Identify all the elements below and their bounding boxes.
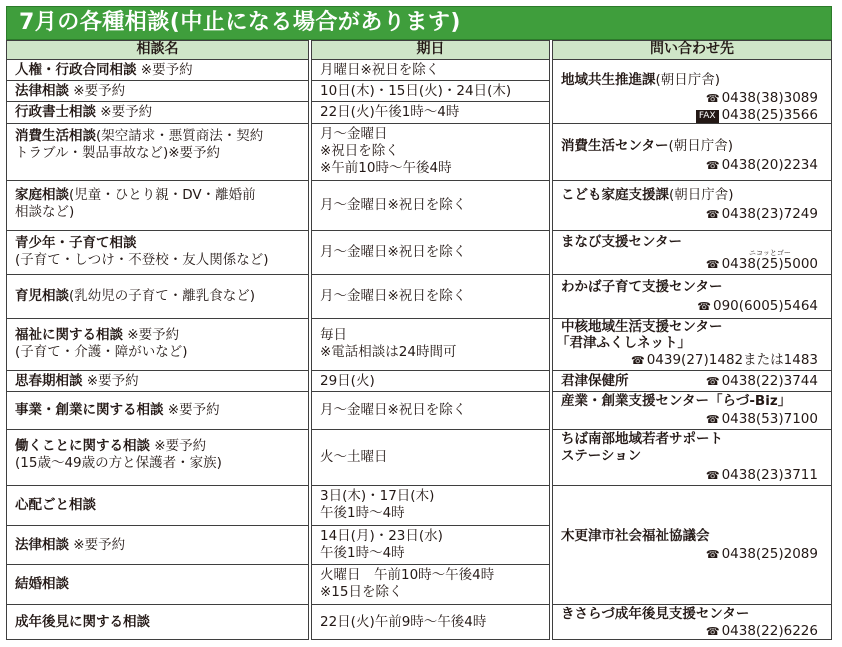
row-name-main: 心配ごと相談 bbox=[15, 497, 96, 513]
contact-org-name: わかば子育て支援センター bbox=[561, 279, 723, 295]
phone-number: 0438(22)3744 bbox=[721, 373, 818, 389]
phone-icon: ☎ bbox=[705, 375, 720, 388]
table-cell-date bbox=[311, 429, 550, 486]
row-name-line: トラブル・製品事故など)※要予約 bbox=[15, 145, 221, 161]
row-name-note: ※要予約 bbox=[96, 104, 153, 120]
row-name-main: 家庭相談 bbox=[15, 187, 69, 203]
phone-number: 090(6005)5464 bbox=[712, 298, 818, 314]
date-line: 14日(月)・23日(水) bbox=[320, 528, 443, 544]
table-cell-date bbox=[311, 525, 550, 565]
contact-cell bbox=[552, 604, 832, 640]
row-name-note: (架空請求・悪質商法・契約 bbox=[96, 128, 264, 144]
phone-icon: ☎ bbox=[705, 625, 720, 638]
phone-icon: ☎ bbox=[631, 354, 645, 367]
contact-org-name: 君津保健所 bbox=[561, 373, 629, 389]
date-line: 火曜日 午前10時～午後4時 bbox=[320, 567, 495, 583]
table-row bbox=[6, 564, 309, 605]
row-name bbox=[15, 187, 256, 204]
table-cell-date bbox=[311, 230, 550, 275]
table-row bbox=[6, 180, 309, 231]
phone-icon: ☎ bbox=[697, 300, 711, 313]
row-name bbox=[15, 402, 220, 419]
contact-location: (朝日庁舎) bbox=[668, 138, 734, 154]
row-name-note: ※要予約 bbox=[163, 402, 220, 418]
row-name-note: ※要予約 bbox=[69, 83, 126, 99]
date-line: 火～土曜日 bbox=[320, 449, 388, 465]
row-name-main: 人権・行政合同相談 bbox=[15, 62, 137, 78]
fax-number: 0438(25)3566 bbox=[721, 107, 818, 123]
date-line: 22日(火)午後1時～4時 bbox=[320, 104, 460, 120]
table-row bbox=[6, 429, 309, 486]
table-cell-date bbox=[311, 101, 550, 124]
phone-number: 0438(53)7100 bbox=[721, 411, 818, 427]
row-name-note: (児童・ひとり親・DV・離婚前 bbox=[69, 187, 256, 203]
table-row bbox=[6, 525, 309, 565]
title-bar bbox=[6, 6, 832, 40]
contact-phone bbox=[553, 373, 818, 390]
table-cell-date bbox=[311, 370, 550, 392]
date-line: ※15日を除く bbox=[320, 584, 403, 600]
table-row bbox=[6, 59, 309, 81]
table-row bbox=[6, 80, 309, 102]
contact-phone bbox=[553, 623, 818, 640]
table-row bbox=[6, 391, 309, 430]
date-line: 22日(火)午前9時～午後4時 bbox=[320, 614, 487, 630]
contact-cell bbox=[552, 59, 832, 124]
contact-phone bbox=[553, 206, 818, 223]
phone-number: 0438(20)2234 bbox=[721, 157, 818, 173]
row-name-main: 働くことに関する相談 bbox=[15, 438, 150, 454]
row-name-line: (15歳～49歳の方と保護者・家族) bbox=[15, 455, 222, 471]
phone-icon: ☎ bbox=[705, 159, 720, 172]
fax-icon: FAX bbox=[696, 110, 719, 123]
contact-cell bbox=[552, 370, 832, 392]
contact-org-name: 「君津ふくしネット」 bbox=[556, 335, 691, 351]
date-line: 月～金曜日※祝日を除く bbox=[320, 244, 467, 260]
row-name-main: 消費生活相談 bbox=[15, 128, 96, 144]
header-name bbox=[6, 40, 309, 60]
table-row bbox=[6, 485, 309, 526]
phone-icon: ☎ bbox=[705, 413, 720, 426]
row-name-note: ※要予約 bbox=[69, 537, 126, 553]
phone-icon: ☎ bbox=[705, 92, 720, 105]
date-line: 午後1時～4時 bbox=[320, 545, 405, 561]
row-name bbox=[15, 83, 125, 100]
phone-number: 0438(23)7249 bbox=[721, 206, 818, 222]
page-title: 7月の各種相談(中止になる場合があります) bbox=[19, 10, 461, 35]
contact-cell bbox=[552, 180, 832, 231]
contact-cell bbox=[552, 123, 832, 181]
contact-org-name: 地域共生推進課 bbox=[561, 72, 656, 88]
phone-number: 0438(38)3089 bbox=[721, 90, 818, 106]
row-name bbox=[15, 62, 193, 79]
contact-org bbox=[561, 187, 734, 204]
phone-number: 1483 bbox=[783, 352, 818, 368]
table-cell-date bbox=[311, 485, 550, 526]
phone-number: 0438(22)6226 bbox=[721, 623, 818, 639]
phone-icon: ☎ bbox=[705, 258, 720, 271]
row-name bbox=[15, 288, 255, 305]
table-row bbox=[6, 318, 309, 371]
row-name-note: ※要予約 bbox=[82, 373, 139, 389]
row-name-main: 育児相談 bbox=[15, 288, 69, 304]
contact-cell bbox=[552, 485, 832, 605]
contact-location: (朝日庁舎) bbox=[655, 72, 721, 88]
contact-cell bbox=[552, 318, 832, 371]
date-line: 月曜日※祝日を除く bbox=[320, 62, 440, 78]
phone-number: 0439(27)1482 bbox=[646, 352, 744, 368]
row-name-main: 事業・創業に関する相談 bbox=[15, 402, 164, 418]
date-line: 月～金曜日 bbox=[320, 126, 388, 142]
phone-join: または bbox=[743, 352, 784, 368]
contact-org-name: こども家庭支援課 bbox=[561, 187, 669, 203]
header-contact bbox=[552, 40, 832, 60]
row-name-line: (子育て・しつけ・不登校・友人関係など) bbox=[15, 252, 269, 268]
contact-org bbox=[561, 72, 720, 89]
phone-number: 25 bbox=[761, 256, 779, 272]
header-name-text: 相談名 bbox=[136, 41, 179, 57]
row-name-main: 思春期相談 bbox=[15, 373, 83, 389]
phone-number: 0438( bbox=[721, 256, 762, 272]
row-name bbox=[15, 128, 263, 145]
row-name-note: ※要予約 bbox=[123, 327, 180, 343]
header-date-text: 期日 bbox=[416, 41, 445, 57]
table-cell-date bbox=[311, 80, 550, 102]
contact-phone bbox=[553, 90, 818, 107]
table-cell-date bbox=[311, 604, 550, 640]
header-contact-text: 問い合わせ先 bbox=[650, 41, 734, 57]
phone-icon: ☎ bbox=[705, 208, 720, 221]
contact-cell bbox=[552, 391, 832, 430]
date-line: 毎日 bbox=[320, 327, 347, 343]
contact-location: (朝日庁舎) bbox=[669, 187, 734, 203]
table-cell-date bbox=[311, 564, 550, 605]
table-cell-date bbox=[311, 123, 550, 181]
row-name bbox=[15, 438, 206, 455]
row-name bbox=[15, 327, 179, 344]
table-row bbox=[6, 604, 309, 640]
contact-org-name: 木更津市社会福祉協議会 bbox=[561, 528, 710, 544]
phone-number: 0438(23)3711 bbox=[721, 467, 818, 483]
table-row bbox=[6, 230, 309, 275]
row-name-note: ※要予約 bbox=[136, 62, 193, 78]
contact-cell bbox=[552, 429, 832, 486]
table-row bbox=[6, 274, 309, 319]
date-line: ※午前10時～午後4時 bbox=[320, 160, 452, 176]
table-row bbox=[6, 101, 309, 124]
contact-cell bbox=[552, 274, 832, 319]
contact-org-name: ちば南部地域若者サポート bbox=[561, 431, 723, 447]
row-name-main: 成年後見に関する相談 bbox=[15, 614, 150, 630]
contact-phone bbox=[553, 157, 818, 174]
row-name-line: 相談など) bbox=[15, 204, 75, 220]
date-line: ※電話相談は24時間可 bbox=[320, 344, 457, 360]
contact-org bbox=[561, 138, 733, 155]
phone-number: )5000 bbox=[778, 256, 818, 272]
date-line: 月～金曜日※祝日を除く bbox=[320, 402, 467, 418]
contact-phone bbox=[553, 467, 818, 484]
row-name-main: 青少年・子育て相談 bbox=[15, 235, 137, 251]
table-row bbox=[6, 123, 309, 181]
date-line: 月～金曜日※祝日を除く bbox=[320, 288, 467, 304]
date-line: 月～金曜日※祝日を除く bbox=[320, 197, 467, 213]
row-name-main: 法律相談 bbox=[15, 83, 69, 99]
table-row bbox=[6, 370, 309, 392]
contact-org-name: 中核地域生活支援センター bbox=[561, 319, 723, 335]
phone-ruby: ニコッとゴー bbox=[749, 249, 791, 257]
date-line: 午後1時～4時 bbox=[320, 505, 405, 521]
phone-icon: ☎ bbox=[705, 469, 720, 482]
contact-phone bbox=[553, 256, 818, 273]
contact-cell bbox=[552, 230, 832, 275]
contact-org-name: 産業・創業支援センター「らづ-Biz」 bbox=[561, 393, 792, 409]
row-name bbox=[15, 104, 152, 121]
contact-org-name: ステーション bbox=[561, 448, 642, 464]
contact-phone bbox=[553, 411, 818, 428]
row-name bbox=[15, 537, 125, 554]
table-cell-date bbox=[311, 274, 550, 319]
contact-fax bbox=[553, 107, 818, 124]
contact-phone bbox=[553, 546, 818, 563]
date-line: 3日(木)・17日(木) bbox=[320, 488, 435, 504]
row-name-main: 行政書士相談 bbox=[15, 104, 96, 120]
table-cell-date bbox=[311, 59, 550, 81]
contact-org-name: まなび支援センター bbox=[561, 234, 682, 250]
date-line: 29日(火) bbox=[320, 373, 375, 389]
row-name-main: 結婚相談 bbox=[15, 576, 69, 592]
schedule-table bbox=[6, 40, 832, 640]
phone-number: 0438(25)2089 bbox=[721, 546, 818, 562]
row-name-note: (乳幼児の子育て・離乳食など) bbox=[69, 288, 256, 304]
phone-icon: ☎ bbox=[705, 548, 720, 561]
row-name-note: ※要予約 bbox=[150, 438, 207, 454]
table-cell-date bbox=[311, 180, 550, 231]
contact-phone bbox=[553, 352, 818, 369]
table-cell-date bbox=[311, 391, 550, 430]
row-name bbox=[15, 373, 139, 390]
row-name-line: (子育て・介護・障がいなど) bbox=[15, 344, 188, 360]
date-line: 10日(木)・15日(火)・24日(木) bbox=[320, 83, 512, 99]
contact-org-name: きさらづ成年後見支援センター bbox=[561, 606, 750, 622]
contact-phone bbox=[553, 298, 818, 315]
table-cell-date bbox=[311, 318, 550, 371]
header-date bbox=[311, 40, 550, 60]
row-name-main: 福祉に関する相談 bbox=[15, 327, 123, 343]
contact-org-name: 消費生活センター bbox=[561, 138, 669, 154]
row-name-main: 法律相談 bbox=[15, 537, 69, 553]
date-line: ※祝日を除く bbox=[320, 143, 399, 159]
